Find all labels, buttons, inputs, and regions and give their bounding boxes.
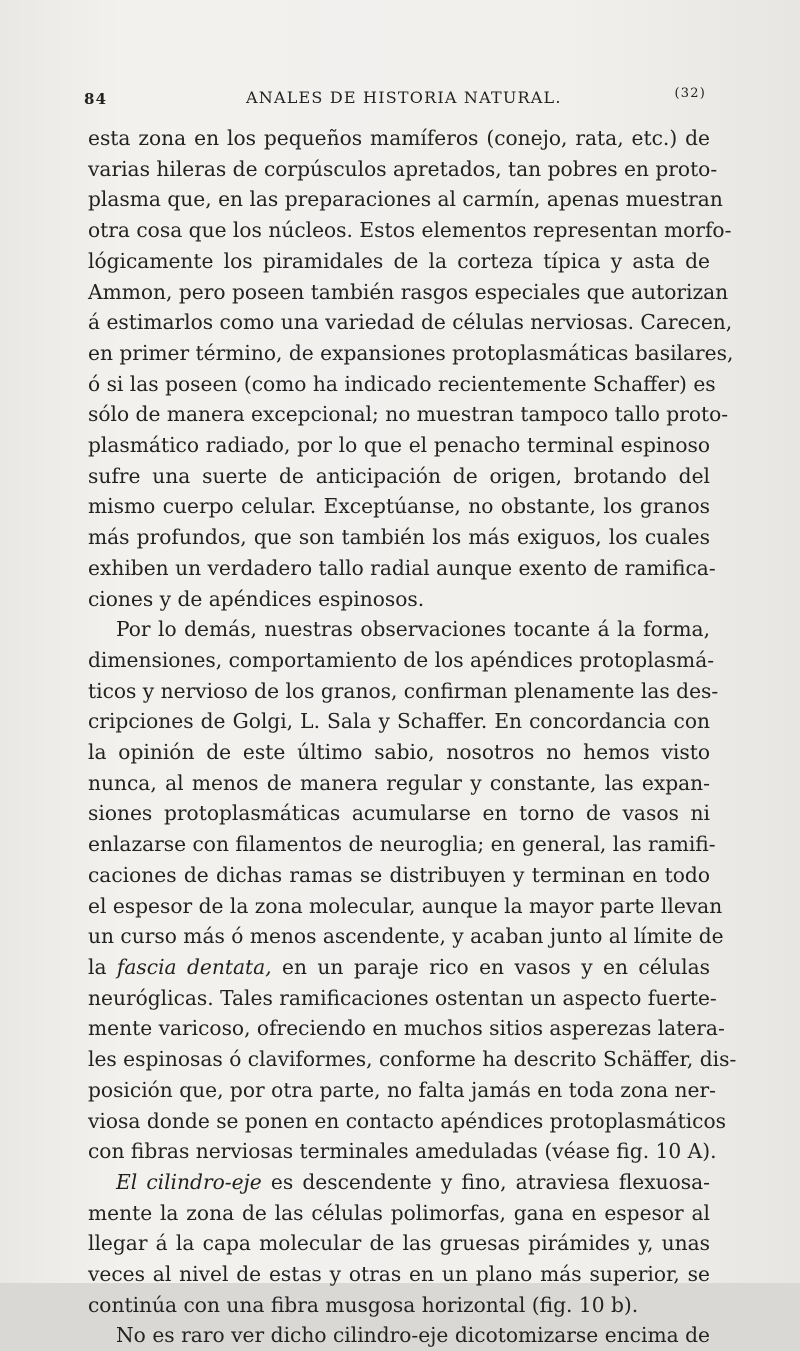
text-line: exhiben un verdadero tallo radial aunque exento de ramifica-: [88, 555, 716, 580]
italic-term: fascia dentata,: [116, 954, 272, 979]
paragraph-forms-and-dimensions: [88, 614, 737, 1167]
text-line: con fibras nerviosas terminales ameduladas (véase fig. 10 A).: [88, 1139, 717, 1164]
text-line: Ammon, pero poseen también rasgos especiales que autorizan: [88, 279, 729, 304]
text-line: viosa donde se ponen en contacto apéndices protoplasmáticos: [88, 1108, 726, 1133]
text-line: cripciones de Golgi, L. Sala y Schaffer. En concordancia con: [88, 709, 710, 734]
page-number: 84: [84, 90, 108, 108]
text-line: posición que, por otra parte, no falta jamás en toda zona ner-: [88, 1077, 716, 1102]
text-line: mente varicoso, ofreciendo en muchos sitios asperezas latera-: [88, 1016, 725, 1041]
text-line: un curso más ó menos ascendente, y acaban junto al límite de: [88, 924, 724, 949]
page-header: [84, 86, 714, 114]
text-line: plasmático radiado, por lo que el penacho terminal espinoso: [88, 433, 710, 458]
text-line: continúa con una fibra musgosa horizontal (fig. 10 b).: [88, 1292, 639, 1317]
text-line: sufre una suerte de anticipación de origen, brotando del: [88, 463, 710, 488]
text-line: el espesor de la zona molecular, aunque la mayor parte llevan: [88, 893, 723, 918]
text-line: lógicamente los piramidales de la corteza típica y asta de: [88, 248, 710, 273]
text-line: veces al nivel de estas y otras en un plano más superior, se: [88, 1262, 710, 1287]
text-line-with-term: [88, 952, 710, 983]
paragraph-continued: [88, 123, 734, 614]
italic-heading: El cilindro-eje: [116, 1169, 262, 1194]
text-line: caciones de dichas ramas se distribuyen y terminan en todo: [88, 862, 710, 887]
text-line: enlazarse con filamentos de neuroglia; en general, las ramifi-: [88, 832, 716, 857]
text-fragment: es descendente y fino, atraviesa flexuosa-: [261, 1169, 710, 1194]
text-fragment: la: [88, 954, 117, 979]
paragraph-axon: [88, 1167, 710, 1321]
text-line: mismo cuerpo celular. Exceptúanse, no obstante, los granos: [88, 494, 710, 519]
text-line: sólo de manera excepcional; no muestran tampoco tallo proto-: [88, 402, 729, 427]
text-line: esta zona en los pequeños mamíferos (conejo, rata, etc.) de: [88, 126, 710, 150]
text-fragment: en un paraje rico en vasos y en células: [271, 954, 710, 979]
text-line: neuróglicas. Tales ramificaciones ostentan un aspecto fuerte-: [88, 985, 717, 1010]
text-line: á estimarlos como una variedad de células nerviosas. Carecen,: [88, 310, 733, 335]
text-line: les espinosas ó claviformes, conforme ha descrito Schäffer, dis-: [88, 1047, 737, 1072]
text-line: nunca, al menos de manera regular y constante, las expan-: [88, 770, 710, 795]
text-line-with-italic-start: [88, 1167, 710, 1198]
running-head: ANALES DE HISTORIA NATURAL.: [246, 88, 562, 107]
text-line: llegar á la capa molecular de las gruesas pirámides y, unas: [88, 1231, 710, 1256]
paragraph-dichotomy: [88, 1320, 710, 1351]
text-line: la opinión de este último sabio, nosotros no hemos visto: [88, 740, 710, 765]
text-line: plasma que, en las preparaciones al carmín, apenas muestran: [88, 187, 723, 212]
text-line: Por lo demás, nuestras observaciones tocante á la forma,: [116, 617, 710, 642]
text-line: ó si las poseen (como ha indicado recientemente Schaffer) es: [88, 371, 716, 396]
text-line: ciones y de apéndices espinosos.: [88, 586, 425, 611]
text-line: dimensiones, comportamiento de los apéndices protoplasmá-: [88, 647, 715, 672]
text-line: No es raro ver dicho cilindro-eje dicotomizarse encima de: [116, 1323, 710, 1348]
article-body: [88, 123, 737, 1351]
text-line: mente la zona de las células polimorfas, gana en espesor al: [88, 1200, 710, 1225]
section-number: (32): [674, 86, 706, 101]
text-line: varias hileras de corpúsculos apretados, tan pobres en proto-: [88, 156, 718, 181]
text-line: otra cosa que los núcleos. Estos elementos representan morfo-: [88, 218, 732, 243]
text-line: ticos y nervioso de los granos, confirman plenamente las des-: [88, 678, 719, 703]
text-line: más profundos, que son también los más exiguos, los cuales: [88, 525, 710, 550]
text-line: en primer término, de expansiones protoplasmáticas basilares,: [88, 340, 734, 365]
text-line: siones protoplasmáticas acumularse en torno de vasos ni: [88, 801, 710, 826]
